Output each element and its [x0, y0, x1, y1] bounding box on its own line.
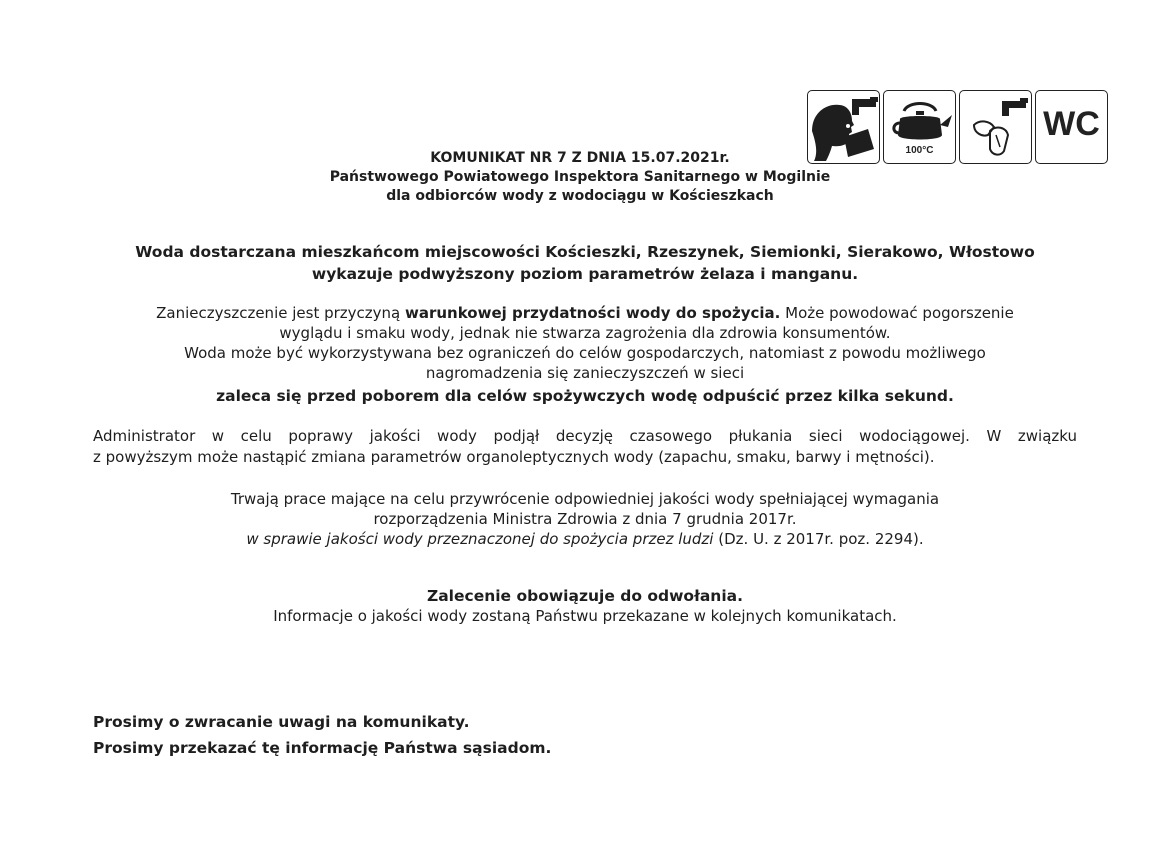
hand-washing-icon [959, 90, 1032, 164]
p1-line-1 [60, 303, 1110, 323]
p4-line-2: Informacje o jakości wody zostaną Państwu przekazane w kolejnych komunikatach. [273, 607, 897, 625]
p1-line-2: wyglądu i smaku wody, jednak nie stwarza zagrożenia dla zdrowia konsumentów. [279, 324, 891, 342]
announcement-header [250, 149, 910, 206]
p3-line-2: rozporządzenia Ministra Zdrowia z dnia 7 grudnia 2017r. [373, 510, 797, 528]
p4-line-1: Zalecenie obowiązuje do odwołania. [426, 587, 743, 605]
footer-line-2: Prosimy przekazać tę informację Państwa sąsiadom. [93, 739, 552, 757]
p1-line-4: nagromadzenia się zanieczyszczeń w sieci [425, 364, 745, 382]
paragraph-contamination [60, 303, 1110, 409]
p3-line-1: Trwają prace mające na celu przywrócenie odpowiedniej jakości wody spełniającej wymagania [230, 490, 940, 508]
p1-recommendation: zaleca się przed poborem dla celów spożywczych wodę odpuścić przez kilka sekund. [216, 387, 954, 405]
p1-emphasis: warunkowej przydatności wody do spożycia. [405, 304, 781, 322]
wc-label: WC [1043, 105, 1100, 143]
lead-line-1: Woda dostarczana mieszkańcom miejscowości Kościeszki, Rzeszynek, Siemionki, Sierakowo, Włostowo [135, 243, 1035, 261]
lead-line-2: wykazuje podwyższony poziom parametrów żelaza i manganu. [311, 265, 859, 283]
p2-line-2: z powyższym może nastąpić zmiana parametrów organoleptycznych wody (zapachu, smaku, barwy i mętności). [93, 448, 935, 466]
temperature-label: 100°C [905, 145, 934, 156]
paragraph-works [60, 489, 1110, 549]
p3-line-3 [60, 529, 1110, 549]
header-issuer: Państwowego Powiatowego Inspektora Sanitarnego w Mogilnie [329, 169, 831, 185]
p1-text-c: Może powodować pogorszenie [780, 304, 1014, 322]
lead-statement [60, 241, 1110, 285]
paragraph-flushing [93, 426, 1077, 468]
wc-icon [1035, 90, 1108, 164]
header-recipients: dla odbiorców wody z wodociągu w Kościeszkach [386, 188, 774, 204]
p3-regulation-title: w sprawie jakości wody przeznaczonej do spożycia przez ludzi [246, 530, 714, 548]
p2-line-1: Administrator w celu poprawy jakości wody podjął decyzję czasowego płukania sieci wodociągowej. W związku [93, 427, 1077, 445]
p3-citation: (Dz. U. z 2017r. poz. 2294). [713, 530, 924, 548]
footer-line-1: Prosimy o zwracanie uwagi na komunikaty. [93, 713, 470, 731]
header-title: KOMUNIKAT NR 7 Z DNIA 15.07.2021r. [430, 150, 730, 166]
p1-line-3: Woda może być wykorzystywana bez ograniczeń do celów gospodarczych, natomiast z powodu możliwego [184, 344, 986, 362]
paragraph-validity [60, 586, 1110, 626]
p1-text-a: Zanieczyszczenie jest przyczyną [156, 304, 405, 322]
closing-requests [93, 709, 551, 761]
